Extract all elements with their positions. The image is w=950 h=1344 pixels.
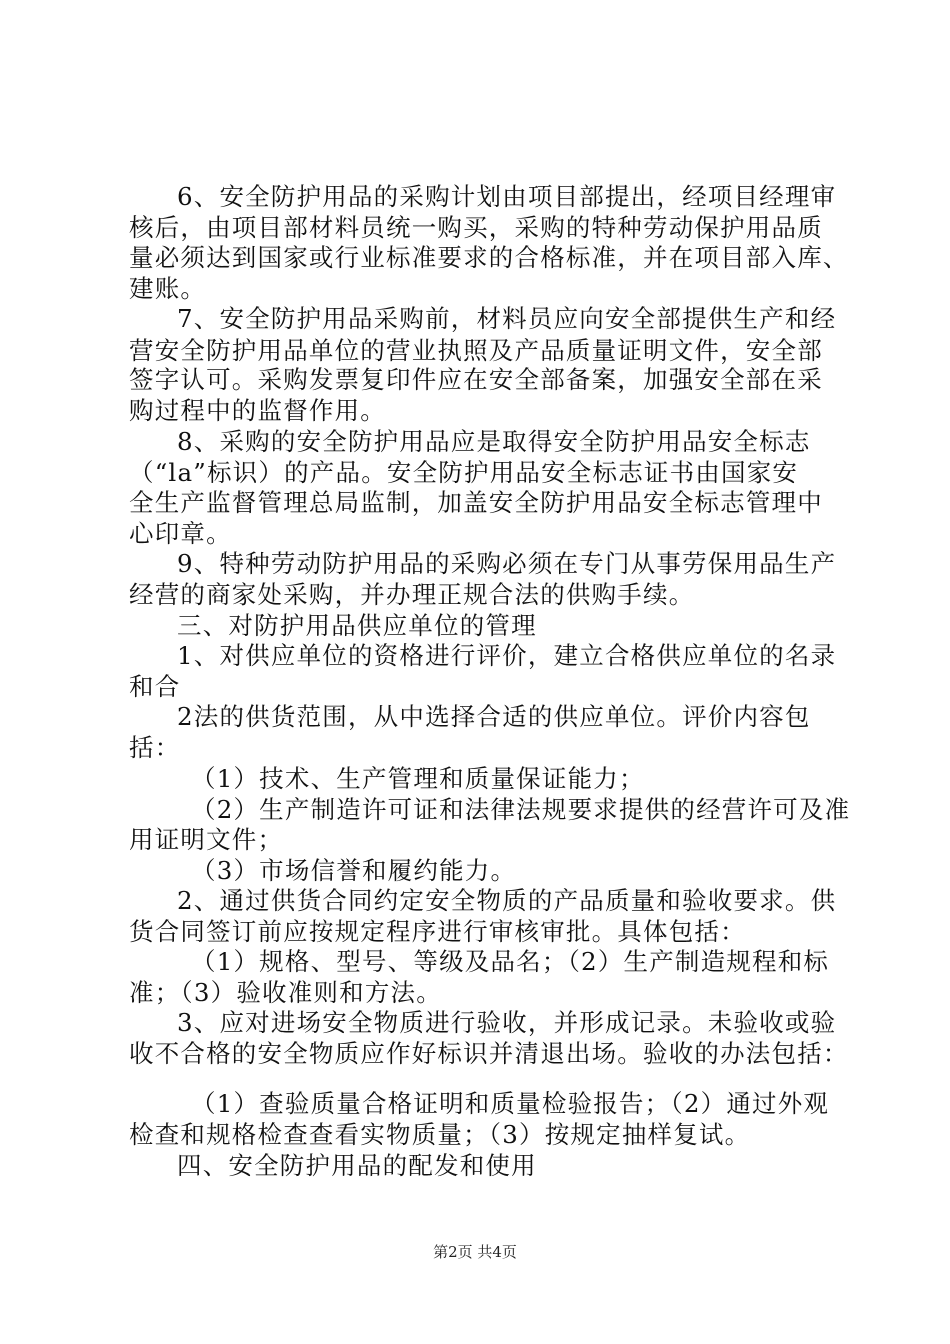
text-line: 签字认可。采购发票复印件应在安全部备案，加强安全部在采 (129, 365, 823, 394)
text-line: 建账。 (129, 274, 207, 303)
text-line: 购过程中的监督作用。 (129, 396, 386, 425)
text-line: （1）技术、生产管理和质量保证能力； (191, 764, 645, 793)
text-line: 9、特种劳动防护用品的采购必须在专门从事劳保用品生产 (177, 549, 837, 578)
text-line: （1）查验质量合格证明和质量检验报告；（2）通过外观 (191, 1089, 830, 1118)
text-line: 8、采购的安全防护用品应是取得安全防护用品安全标志 (177, 427, 811, 456)
text-line: 收不合格的安全物质应作好标识并清退出场。验收的办法包括： (129, 1039, 849, 1068)
text-line: （2）生产制造许可证和法律法规要求提供的经营许可及准 (191, 795, 851, 824)
text-line: 1、对供应单位的资格进行评价，建立合格供应单位的名录 (177, 641, 837, 670)
text-line: 全生产监督管理总局监制，加盖安全防护用品安全标志管理中 (129, 488, 823, 517)
page-footer: 第2页 共4页 (433, 1243, 517, 1261)
text-line: 7、安全防护用品采购前，材料员应向安全部提供生产和经 (177, 304, 837, 333)
text-line: （3）市场信誉和履约能力。 (191, 856, 517, 885)
section-heading-text: 三、对防护用品供应单位的管理 (177, 611, 537, 640)
text-line: （1）规格、型号、等级及品名；（2）生产制造规程和标 (191, 947, 830, 976)
text-line: 检查和规格检查查看实物质量；（3）按规定抽样复试。 (129, 1120, 751, 1149)
text-line: 量必须达到国家或行业标准要求的合格标准，并在项目部入库、 (129, 243, 849, 272)
text-line: 括： (129, 733, 181, 762)
text-line: 用证明文件； (129, 825, 284, 854)
text-line: （“la”标识）的产品。安全防护用品安全标志证书由国家安 (129, 458, 799, 487)
text-line: 和合 (129, 672, 181, 701)
text-line: 6、安全防护用品的采购计划由项目部提出，经项目经理审 (177, 182, 837, 211)
text-line: 经营的商家处采购，并办理正规合法的供购手续。 (129, 580, 695, 609)
text-line: 3、应对进场安全物质进行验收，并形成记录。未验收或验 (177, 1008, 837, 1037)
section-heading-text: 四、安全防护用品的配发和使用 (177, 1151, 537, 1180)
text-line: 心印章。 (129, 519, 232, 548)
text-line: 2法的供货范围，从中选择合适的供应单位。评价内容包 (177, 702, 811, 731)
text-line: 货合同签订前应按规定程序进行审核审批。具体包括： (129, 917, 746, 946)
text-line: 核后，由项目部材料员统一购买，采购的特种劳动保护用品质 (129, 213, 823, 242)
text-line: 准；（3）验收准则和方法。 (129, 978, 442, 1007)
text-line: 营安全防护用品单位的营业执照及产品质量证明文件，安全部 (129, 336, 823, 365)
text-line: 2、通过供货合同约定安全物质的产品质量和验收要求。供 (177, 886, 837, 915)
